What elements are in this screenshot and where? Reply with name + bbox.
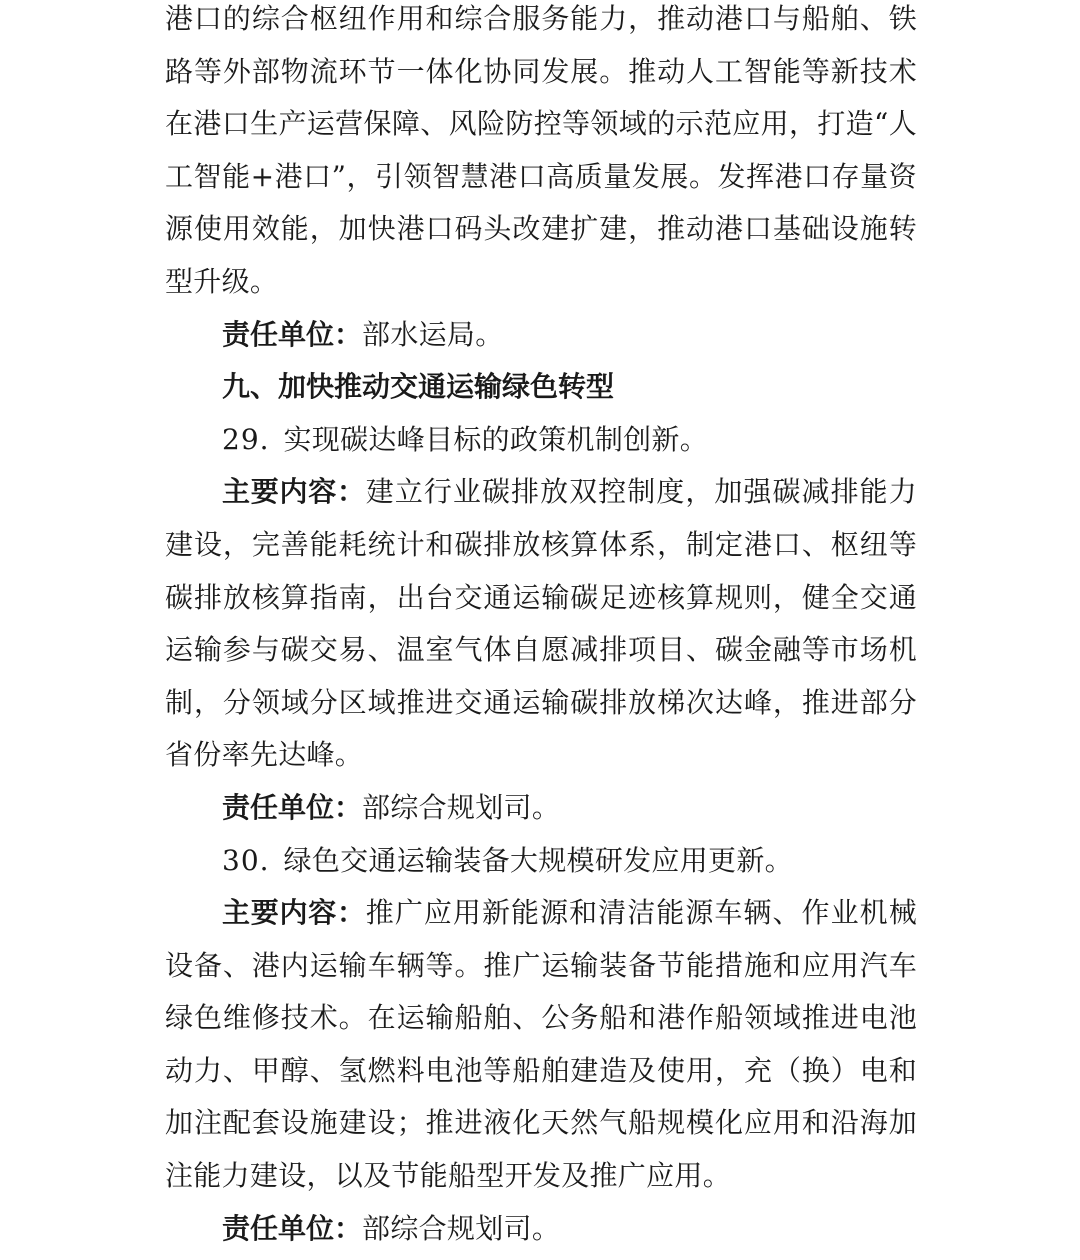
text-line: 路等外部物流环节一体化协同发展。推动人工智能等新技术: [165, 54, 917, 88]
item-number: 29.: [222, 422, 270, 456]
text-line: 运输参与碳交易、温室气体自愿减排项目、碳金融等市场机: [165, 633, 917, 667]
text-line: 绿色维修技术。在运输船舶、公务船和港作船领域推进电池: [165, 1001, 917, 1035]
text-line: 在港口生产运营保障、风险防控等领域的示范应用，打造“人: [165, 107, 917, 141]
responsible-value: 部水运局。: [362, 317, 504, 351]
item-29-title: [165, 414, 917, 467]
text-line: 型升级。: [165, 264, 279, 298]
item-number: 30.: [222, 843, 270, 877]
text-line: 省份率先达峰。: [165, 738, 364, 772]
responsible-label: 责任单位：: [222, 1211, 363, 1245]
item-29-content-first: [165, 466, 917, 519]
document-page: [165, 0, 917, 1255]
text-line: 设备、港内运输车辆等。推广运输装备节能措施和应用汽车: [165, 948, 917, 982]
text-line: 源使用效能，加快港口码头改建扩建，推动港口基础设施转: [165, 212, 917, 246]
item-30-responsible: [165, 1203, 917, 1256]
text-line: 动力、甲醇、氢燃料电池等船舶建造及使用，充（换）电和: [165, 1053, 917, 1087]
responsible-label: 责任单位：: [222, 790, 363, 824]
content-label: 主要内容：: [222, 896, 366, 930]
item-29-responsible: [165, 782, 917, 835]
responsible-unit-1: [165, 309, 917, 362]
responsible-value: 部综合规划司。: [362, 1211, 561, 1245]
section-heading: 九、加快推动交通运输绿色转型: [222, 370, 615, 404]
text-line: 碳排放核算指南，出台交通运输碳足迹核算规则，健全交通: [165, 580, 917, 614]
content-text: 建立行业碳排放双控制度，加强碳减排能力: [365, 475, 917, 509]
content-label: 主要内容：: [222, 475, 366, 509]
item-30-title: [165, 835, 917, 888]
text-line: 工智能+港口”，引领智慧港口高质量发展。发挥港口存量资: [165, 159, 917, 193]
content-text: 推广应用新能源和清洁能源车辆、作业机械: [365, 896, 917, 930]
item-title: 绿色交通运输装备大规模研发应用更新。: [283, 843, 793, 877]
text-line: 注能力建设，以及节能船型开发及推广应用。: [165, 1159, 732, 1193]
intro-paragraph: [165, 0, 917, 309]
responsible-value: 部综合规划司。: [362, 790, 561, 824]
text-line: 港口的综合枢纽作用和综合服务能力，推动港口与船舶、铁: [165, 2, 917, 35]
text-line: 加注配套设施建设；推进液化天然气船规模化应用和沿海加: [165, 1106, 917, 1140]
responsible-label: 责任单位：: [222, 317, 363, 351]
text-line: 建设，完善能耗统计和碳排放核算体系，制定港口、枢纽等: [165, 527, 917, 561]
item-30-content-first: [165, 887, 917, 940]
text-line: 制，分领域分区域推进交通运输碳排放梯次达峰，推进部分: [165, 685, 917, 719]
item-title: 实现碳达峰目标的政策机制创新。: [283, 422, 709, 456]
